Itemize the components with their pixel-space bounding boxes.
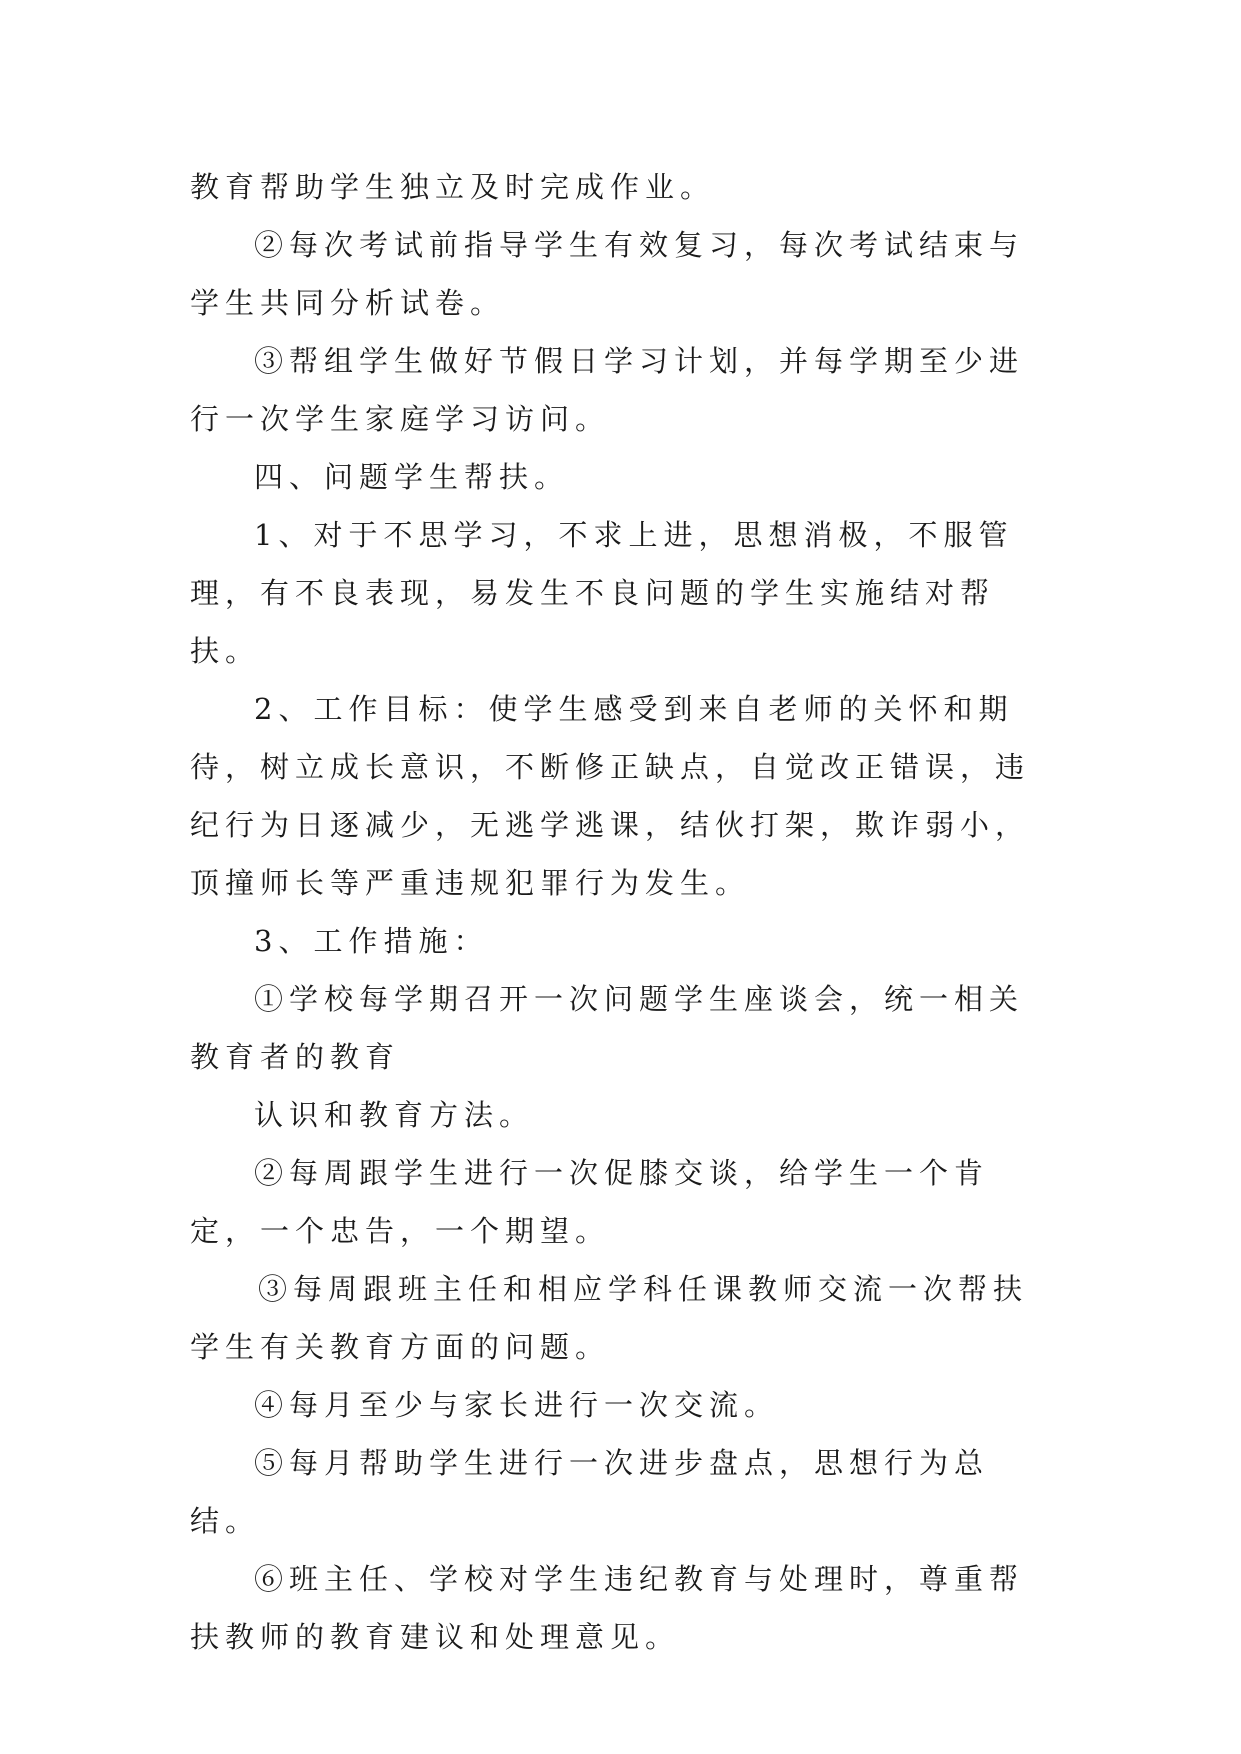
paragraph-measure-3: ③每周跟班主任和相应学科任课教师交流一次帮扶学生有关教育方面的问题。 <box>190 1272 1029 1364</box>
paragraph-work-goal: 2、工作目标：使学生感受到来自老师的关怀和期待，树立成长意识，不断修正缺点，自觉改正错误，违纪行为日逐减少，无逃学逃课，结伙打架，欺诈弱小，顶撞师长等严重违规犯罪行为发生。 <box>190 692 1031 900</box>
paragraph-measure-4: ④每月至少与家长进行一次交流。 <box>254 1388 780 1422</box>
document-body <box>190 158 1055 1666</box>
paragraph-measure-1: ①学校每学期召开一次问题学生座谈会，统一相关教育者的教育 <box>190 982 1025 1074</box>
paragraph-exam-review: ②每次考试前指导学生有效复习，每次考试结束与学生共同分析试卷。 <box>190 228 1025 320</box>
section-heading-problem-students: 四、问题学生帮扶。 <box>254 460 570 494</box>
paragraph-measure-6: ⑥班主任、学校对学生违纪教育与处理时，尊重帮扶教师的教育建议和处理意见。 <box>190 1562 1025 1654</box>
paragraph-holiday-plan: ③帮组学生做好节假日学习计划，并每学期至少进行一次学生家庭学习访问。 <box>190 344 1025 436</box>
paragraph-work-measures-heading: 3、工作措施： <box>254 924 489 958</box>
paragraph-homework: 教育帮助学生独立及时完成作业。 <box>190 170 716 204</box>
paragraph-measure-2: ②每周跟学生进行一次促膝交谈，给学生一个肯定，一个忠告，一个期望。 <box>190 1156 990 1248</box>
paragraph-measure-5: ⑤每月帮助学生进行一次进步盘点，思想行为总结。 <box>190 1446 990 1538</box>
paragraph-target-students: 1、对于不思学习，不求上进，思想消极，不服管理，有不良表现，易发生不良问题的学生实施结对帮扶。 <box>190 518 1014 668</box>
paragraph-measure-1-continued: 认识和教育方法。 <box>254 1098 535 1132</box>
